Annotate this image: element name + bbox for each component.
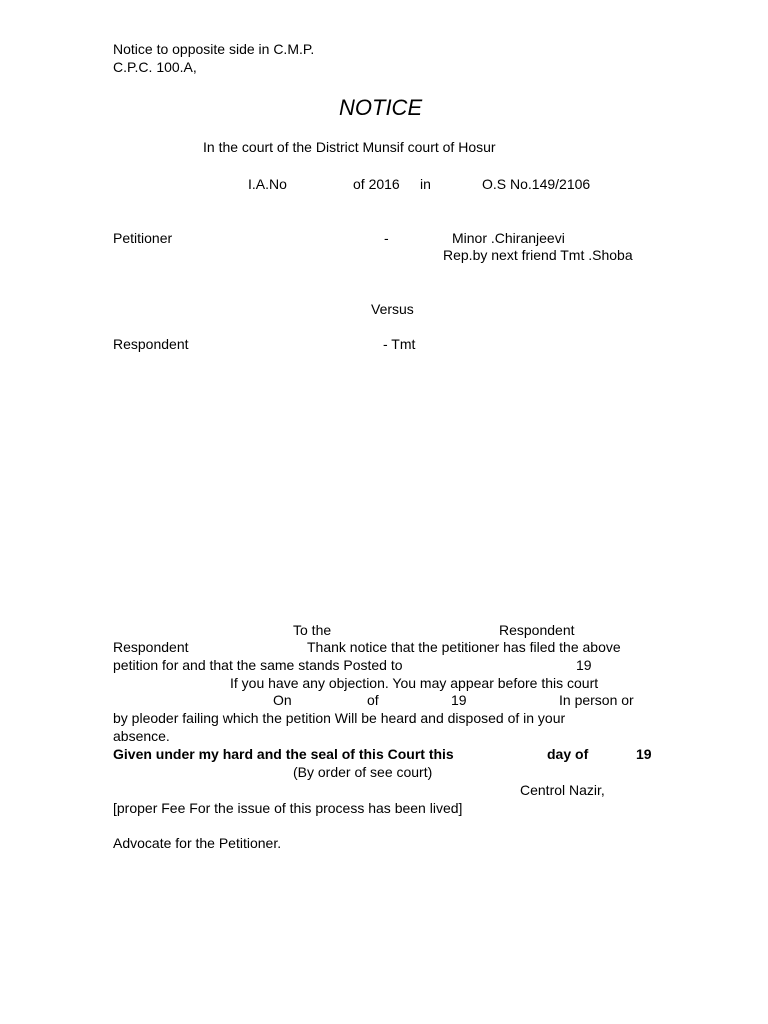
given-year: 19 <box>636 746 652 762</box>
given-day-of: day of <box>547 746 589 762</box>
court-name: In the court of the District Munsif court of Hosur <box>203 139 496 155</box>
petitioner-rep: Rep.by next friend Tmt .Shoba <box>443 247 633 263</box>
absence-line: absence. <box>113 728 170 744</box>
header-line-1: Notice to opposite side in C.M.P. <box>113 41 315 57</box>
petitioner-dash: - <box>384 230 389 246</box>
to-respondent: Respondent <box>499 622 575 638</box>
header-line-2: C.P.C. 100.A, <box>113 59 197 75</box>
respondent-label: Respondent <box>113 336 189 352</box>
fee-note: [proper Fee For the issue of this process has been lived] <box>113 800 463 816</box>
centrol-nazir: Centrol Nazir, <box>520 782 605 798</box>
year-2: 19 <box>451 692 467 708</box>
respondent-word: Respondent <box>113 639 189 655</box>
on-word: On <box>273 692 292 708</box>
pleader-line: by pleoder failing which the petition Will be heard and disposed of in your <box>113 710 566 726</box>
ia-label: I.A.No <box>248 176 287 192</box>
to-the: To the <box>293 622 332 638</box>
petitioner-label: Petitioner <box>113 230 173 246</box>
by-order: (By order of see court) <box>293 764 433 780</box>
in-person: In person or <box>559 692 634 708</box>
os-number: O.S No.149/2106 <box>482 176 591 192</box>
respondent-value: - Tmt <box>383 336 416 352</box>
petitioner-name: Minor .Chiranjeevi <box>452 230 565 246</box>
thank-notice: Thank notice that the petitioner has filed the above <box>307 639 621 655</box>
advocate-line: Advocate for the Petitioner. <box>113 835 282 851</box>
of-word: of <box>367 692 379 708</box>
page-title: NOTICE <box>339 95 423 120</box>
versus: Versus <box>371 301 414 317</box>
year-1: 19 <box>576 657 592 673</box>
petition-for: petition for and that the same stands Posted to <box>113 657 403 673</box>
in-word: in <box>420 176 431 192</box>
ia-year: of 2016 <box>353 176 400 192</box>
objection-line: If you have any objection. You may appear before this court <box>230 675 599 691</box>
given-under-text: Given under my hard and the seal of this Court this <box>113 746 454 762</box>
